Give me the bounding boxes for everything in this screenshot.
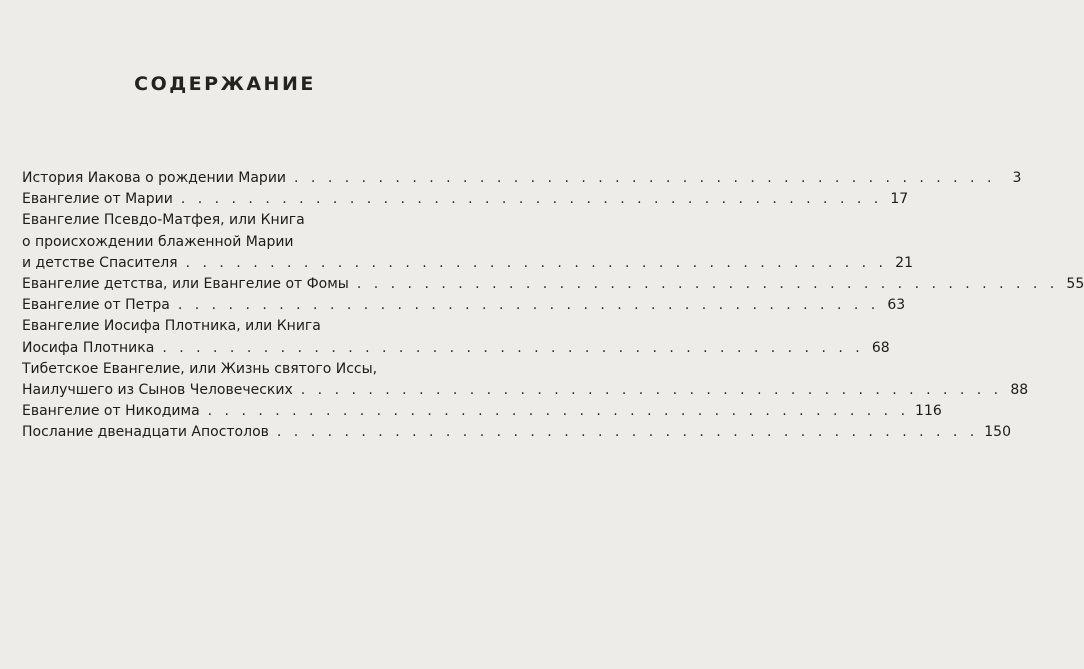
toc-entry-title: Иосифа Плотника [22,339,155,356]
toc-entry-title: Послание двенадцати Апостолов [22,424,269,441]
toc-entry[interactable] [22,359,1029,401]
toc-page-number: 150 [984,424,1011,441]
toc-entry-title: История Иакова о рождении Марии [22,170,287,186]
toc-entry[interactable] [22,189,909,210]
toc-entry-line [22,359,426,380]
toc-page-number: 17 [890,191,909,208]
toc-entry-title: Евангелие от Марии [22,191,173,208]
toc-page-number: 116 [915,403,942,420]
page-title: СОДЕРЖАНИЕ [134,73,316,95]
toc-entry-line [22,210,426,231]
toc-entry-line [22,168,1022,189]
toc-entry[interactable] [22,422,1011,443]
toc-entry-line [22,401,942,422]
toc-entry-title: Евангелие детства, или Евангелие от Фомы [22,276,349,293]
toc-entry[interactable] [22,401,942,422]
toc-entry-line [22,338,890,359]
toc-entry-title: Евангелие от Петра [22,297,170,314]
toc-entry-line [22,253,913,274]
toc-dot-leader: . . . . . . . . . . . . . . . . . . . . . . . . . . . . . . . . . . . . . . . . . . [356,276,1059,293]
toc-entry-title: Наилучшего из Сынов Человеческих [22,382,293,399]
toc-dot-leader: . . . . . . . . . . . . . . . . . . . . . . . . . . . . . . . . . . . . . . . . . . [294,170,996,186]
toc-entry-title: Евангелие от Никодима [22,403,200,420]
toc-entry[interactable] [22,316,890,358]
toc-page-number: 3 [1012,170,1022,186]
toc-entry-line [22,274,1084,295]
toc-entry-line [22,316,426,337]
toc-entry-title: Евангелие Псевдо-Матфея, или Книга [22,212,305,229]
toc-page-number: 63 [887,297,906,314]
toc-entry-line [22,189,909,210]
toc-entry[interactable] [22,295,906,316]
toc-dot-leader: . . . . . . . . . . . . . . . . . . . . . . . . . . . . . . . . . . . . . . . . . . [300,382,1003,399]
toc-entry-title: о происхождении блаженной Марии [22,233,294,250]
toc-dot-leader: . . . . . . . . . . . . . . . . . . . . . . . . . . . . . . . . . . . . . . . . . . [185,254,887,271]
toc-entry-line [22,295,906,316]
toc-entry[interactable] [22,210,913,274]
toc-dot-leader: . . . . . . . . . . . . . . . . . . . . . . . . . . . . . . . . . . . . . . . . . . [276,424,979,441]
toc-entry-title: и детстве Спасителя [22,254,178,271]
toc-page-number: 88 [1010,382,1029,399]
toc-page-number: 21 [895,254,913,271]
toc-dot-leader: . . . . . . . . . . . . . . . . . . . . . . . . . . . . . . . . . . . . . . . . . . [162,339,864,356]
table-of-contents [22,168,1084,444]
toc-page-number: 55 [1066,276,1084,293]
toc-dot-leader: . . . . . . . . . . . . . . . . . . . . . . . . . . . . . . . . . . . . . . . . . . [207,403,910,420]
toc-entry-line [22,380,1029,401]
toc-entry[interactable] [22,274,1084,295]
toc-entry[interactable] [22,168,1022,189]
toc-entry-line [22,422,1011,443]
toc-entry-title: Тибетское Евангелие, или Жизнь святого Иссы, [22,360,378,377]
toc-dot-leader: . . . . . . . . . . . . . . . . . . . . . . . . . . . . . . . . . . . . . . . . . . [177,297,880,314]
toc-entry-line [22,232,426,253]
toc-dot-leader: . . . . . . . . . . . . . . . . . . . . . . . . . . . . . . . . . . . . . . . . . . [180,191,883,208]
toc-entry-title: Евангелие Иосифа Плотника, или Книга [22,318,321,335]
toc-page-number: 68 [871,339,890,356]
